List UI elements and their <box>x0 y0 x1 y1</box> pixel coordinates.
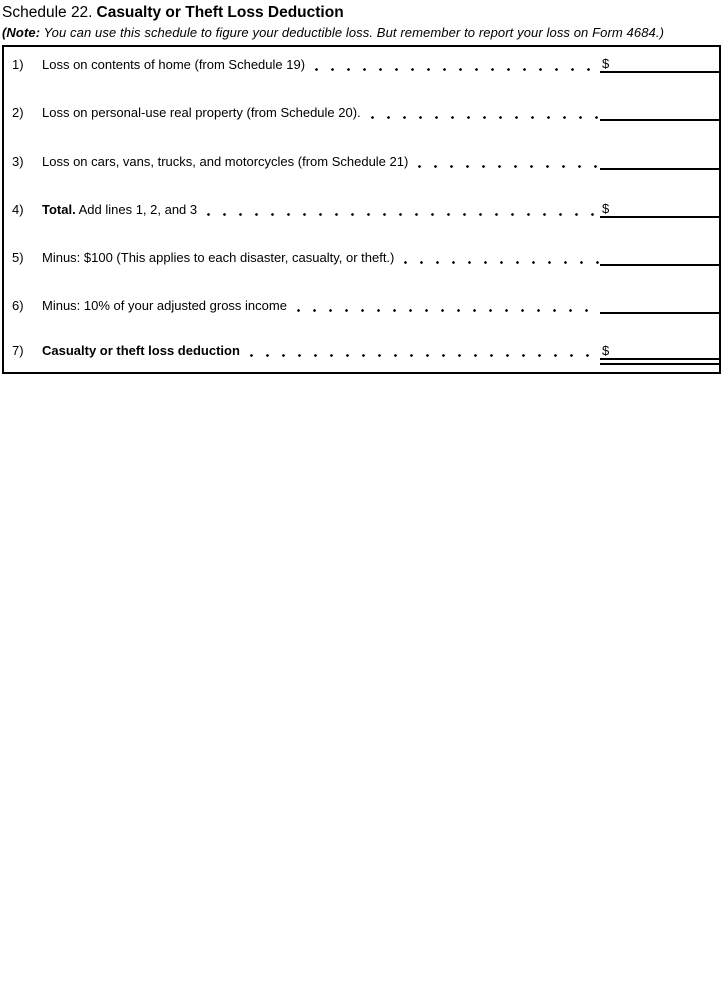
document-header <box>2 3 723 41</box>
amount-field-5[interactable] <box>600 249 719 266</box>
line-label-5-text: Minus: $100 (This applies to each disaster, casualty, or theft.) <box>42 250 395 265</box>
line-number-5: 5) <box>12 250 24 265</box>
note-text: You can use this schedule to figure your deductible loss. But remember to report your loss on Form 4684.) <box>40 25 665 40</box>
line-number-7: 7) <box>12 343 24 358</box>
dollar-sign-4: $ <box>602 201 610 216</box>
line-number-6: 6) <box>12 298 24 313</box>
form-row-2 <box>4 103 719 121</box>
note-label: (Note: <box>2 25 41 40</box>
line-label-4-bold: Total. <box>42 202 76 217</box>
line-label-5 <box>42 250 394 266</box>
line-label-7 <box>42 343 240 359</box>
page-title <box>2 3 723 22</box>
form-row-6 <box>4 296 719 314</box>
dot-leader-2 <box>367 105 600 121</box>
line-label-4 <box>42 202 197 218</box>
line-label-3 <box>42 154 408 170</box>
line-label-2-text: Loss on personal-use real property (from Schedule 20). <box>42 105 361 120</box>
form-row-4 <box>4 200 719 218</box>
line-label-1 <box>42 57 305 73</box>
line-label-6 <box>42 298 287 314</box>
amount-field-1[interactable] <box>600 56 719 73</box>
form-row-5 <box>4 248 719 266</box>
dot-leader-5 <box>400 250 600 266</box>
dollar-sign-7: $ <box>602 343 610 358</box>
schedule-title: Casualty or Theft Loss Deduction <box>96 4 344 21</box>
line-label-2 <box>42 105 361 121</box>
dot-leader-3 <box>414 154 600 170</box>
amount-field-4[interactable] <box>600 201 719 218</box>
amount-field-6[interactable] <box>600 297 719 314</box>
line-number-2: 2) <box>12 105 24 120</box>
amount-field-2[interactable] <box>600 104 719 121</box>
line-label-7-bold: Casualty or theft loss deduction <box>42 343 240 358</box>
line-label-1-text: Loss on contents of home (from Schedule 19) <box>42 57 306 72</box>
line-label-3-text: Loss on cars, vans, trucks, and motorcycles (from Schedule 21) <box>42 154 409 169</box>
amount-field-7[interactable] <box>600 343 719 365</box>
line-label-6-text: Minus: 10% of your adjusted gross income <box>42 298 287 313</box>
form-row-7 <box>4 341 719 359</box>
line-number-4: 4) <box>12 202 24 217</box>
dot-leader-7 <box>246 343 600 359</box>
dot-leader-4 <box>203 202 600 218</box>
dot-leader-6 <box>293 298 600 314</box>
form-box <box>2 45 721 374</box>
note-line <box>2 25 723 41</box>
dot-leader-1 <box>311 57 600 73</box>
line-label-4-text: Add lines 1, 2, and 3 <box>75 202 198 217</box>
form-row-3 <box>4 152 719 170</box>
line-number-3: 3) <box>12 154 24 169</box>
amount-field-3[interactable] <box>600 153 719 170</box>
form-row-1 <box>4 55 719 73</box>
line-number-1: 1) <box>12 57 24 72</box>
schedule-number: Schedule 22. <box>2 4 93 21</box>
dollar-sign-1: $ <box>602 56 610 71</box>
